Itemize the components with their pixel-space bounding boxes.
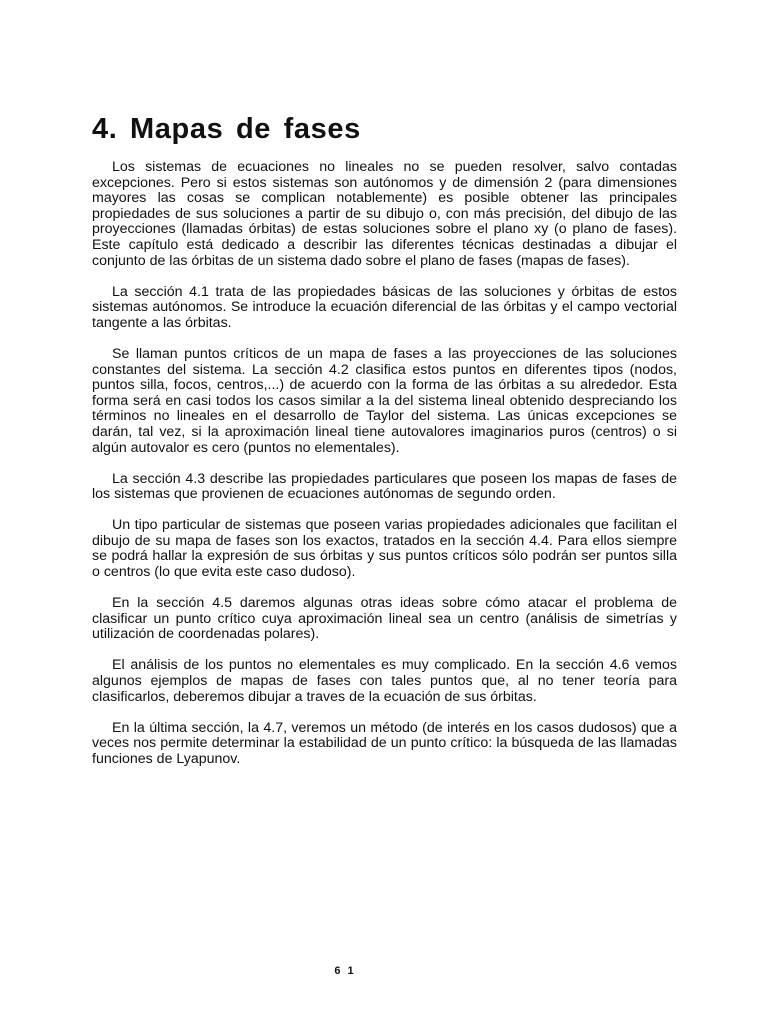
paragraph-section-4-6: El análisis de los puntos no elementales es muy complicado. En la sección 4.6 vemos algunos ejemplos de mapas de fases con tales puntos que, al no tener teoría para clasificarlos, deberemos dibujar a traves de la ecuación de sus órbitas. [92, 657, 677, 705]
paragraph-intro: Los sistemas de ecuaciones no lineales no se pueden resolver, salvo contadas excepciones. Pero si estos sistemas son autónomos y de dimensión 2 (para dimensiones mayores las cosas se complican notablemente) es posible obtener las principales propiedades de sus soluciones a partir de su dibujo o, con más precisión, del dibujo de las proyecciones (llamadas órbitas) de estas soluciones sobre el plano xy (o plano de fases). Este capítulo está dedicado a describir las diferentes técnicas destinadas a dibujar el conjunto de las órbitas de un sistema dado sobre el plano de fases (mapas de fases). [92, 159, 677, 269]
paragraph-section-4-7: En la última sección, la 4.7, veremos un método (de interés en los casos dudosos) que a veces nos permite determinar la estabilidad de un punto crítico: la búsqueda de las llamadas funciones de Lyapunov. [92, 719, 677, 767]
chapter-title: 4. Mapas de fases [92, 113, 361, 145]
paragraph-section-4-2: Se llaman puntos críticos de un mapa de fases a las proyecciones de las soluciones constantes del sistema. La sección 4.2 clasifica estos puntos en diferentes tipos (nodos, puntos silla, focos, centros,...) de acuerdo con la forma de las órbitas a su alrededor. Esta forma será en casi todos los casos similar a la del sistema lineal obtenido despreciando los términos no lineales en el desarrollo de Taylor del sistema. Las únicas excepciones se darán, tal vez, si la aproximación lineal tiene autovalores imaginarios puros (centros) o si algún autovalor es cero (puntos no elementales). [92, 345, 677, 456]
paragraph-section-4-4: Un tipo particular de sistemas que poseen varias propiedades adicionales que facilitan el dibujo de su mapa de fases son los exactos, tratados en la sección 4.4. Para ellos siempre se podrá hallar la expresión de sus órbitas y sus puntos críticos sólo podrán ser puntos silla o centros (lo que evita este caso dudoso). [92, 517, 677, 581]
paragraph-section-4-5: En la sección 4.5 daremos algunas otras ideas sobre cómo atacar el problema de clasificar un punto crítico cuya aproximación lineal sea un centro (análisis de simetrías y utilización de coordenadas polares). [92, 595, 677, 643]
paragraph-section-4-3: La sección 4.3 describe las propiedades particulares que poseen los mapas de fases de los sistemas que provienen de ecuaciones autónomas de segundo orden. [92, 470, 677, 503]
page-number: 6 1 [334, 965, 356, 977]
chapter-body [92, 160, 677, 783]
paragraph-section-4-1: La sección 4.1 trata de las propiedades básicas de las soluciones y órbitas de estos sistemas autónomos. Se introduce la ecuación diferencial de las órbitas y el campo vectorial tangente a las órbitas. [92, 283, 677, 331]
